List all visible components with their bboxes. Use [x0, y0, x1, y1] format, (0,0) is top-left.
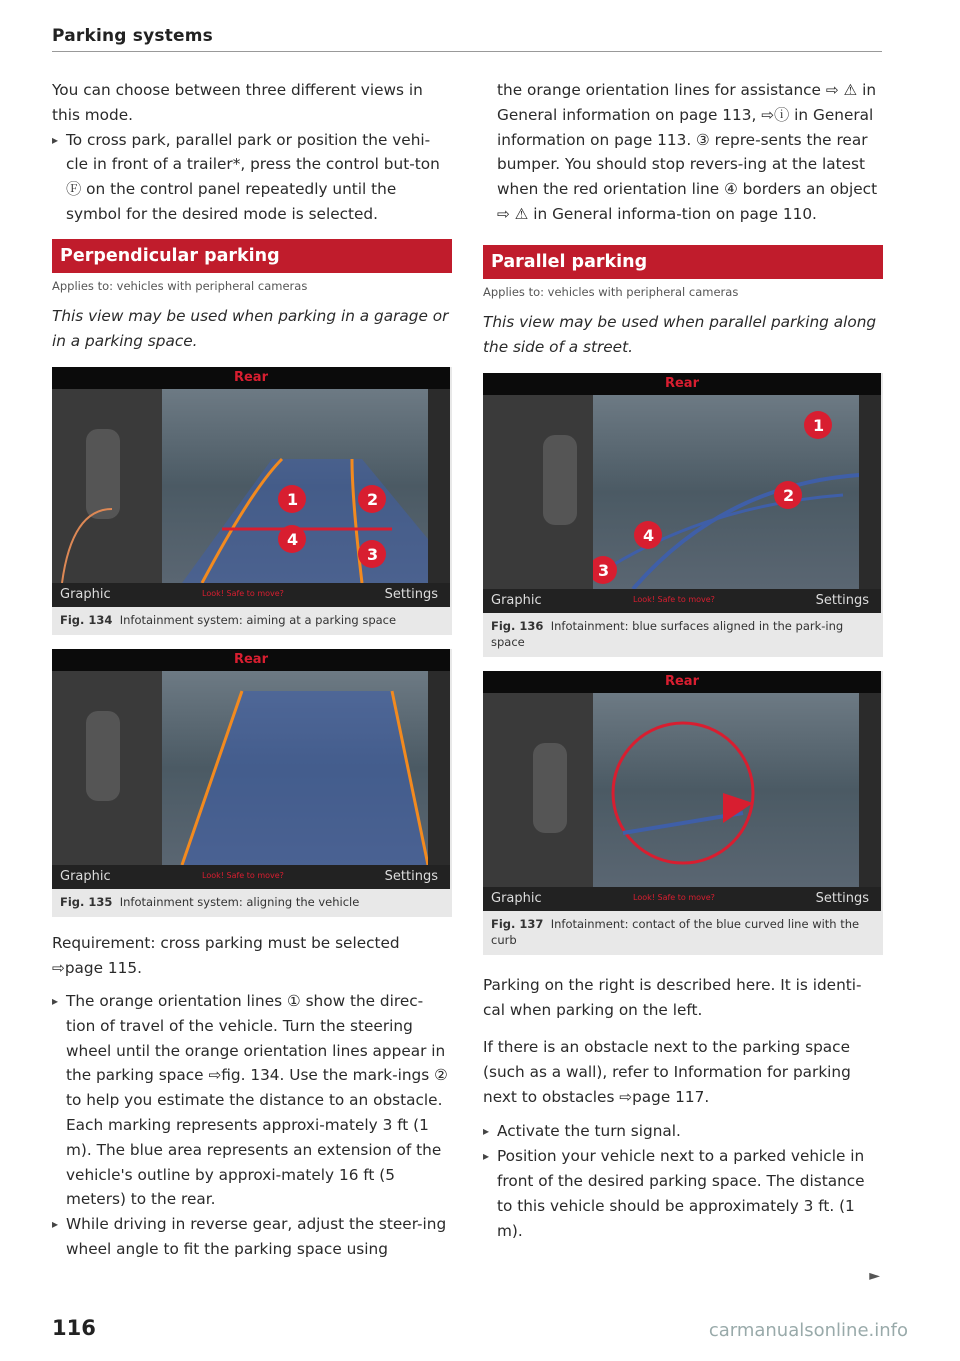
figure-137	[483, 671, 883, 955]
figure-caption: Fig. 134 Infotainment system: aiming at a parking space	[52, 607, 452, 635]
svg-text:3: 3	[367, 545, 379, 565]
figure-caption: Fig. 136 Infotainment: blue surfaces aligned in the park-ing space	[483, 613, 883, 657]
page-number: 116	[52, 1316, 96, 1340]
figure-caption: Fig. 137 Infotainment: contact of the blue curved line with the curb	[483, 911, 883, 955]
page-header: Parking systems	[52, 26, 213, 46]
camera-view	[593, 395, 859, 589]
continued-paragraph: the orange orientation lines for assistance ⇨ ⚠ in General information on page 113, ⇨ⓘ in General information on page 113. ③ repre-sents the rear bumper. You should stop revers-ing at the latest when the red orientation line ④ borders an object ⇨ ⚠ in General informa-tion on page 110.	[497, 81, 878, 223]
settings-softkey[interactable]: Settings	[815, 593, 869, 609]
figure-caption: Fig. 135 Infotainment system: aligning the vehicle	[52, 889, 452, 917]
car-top-view	[483, 395, 593, 589]
section-title-perpendicular: Perpendicular parking	[52, 239, 452, 273]
side-panel	[859, 693, 881, 887]
screen-title: Rear	[233, 652, 268, 668]
bullet-position: ▸ Position your vehicle next to a parked vehicle in front of the desired parking space. The distance to this vehicle should be approximately 3 ft. (1 m).	[483, 1144, 883, 1243]
figure-136	[483, 373, 883, 657]
infotainment-screen	[52, 649, 450, 889]
zoom-circle	[593, 693, 859, 887]
bullet-orange-lines: ▸ The orange orientation lines ① show the direc-tion of travel of the vehicle. Turn the steering wheel until the orange orientation lines appear in the parking space ⇨fig. 134. Use the mark-ings ② to help you estimate the distance to an obstacle. Each marking represents approxi-mately 3 ft (1 m). The blue area represents an extension of the vehicle's outline by approxi-mately 16 ft (5 meters) to the rear.	[52, 989, 452, 1212]
svg-text:4: 4	[287, 530, 299, 550]
screen-title: Rear	[664, 674, 699, 690]
car-top-view	[52, 671, 162, 865]
camera-view	[593, 693, 859, 887]
graphic-softkey[interactable]: Graphic	[60, 587, 111, 603]
graphic-softkey[interactable]: Graphic	[491, 593, 542, 609]
applies-to: Applies to: vehicles with peripheral cameras	[52, 278, 308, 293]
bullet-reverse: ▸ While driving in reverse gear, adjust the steer-ing wheel angle to fit the parking space using	[52, 1212, 452, 1262]
bullet-turn-signal: ▸ Activate the turn signal.	[483, 1119, 883, 1144]
watermark: carmanualsonline.info	[708, 1320, 908, 1341]
intro-bullet: ▸ To cross park, parallel park or position the vehi-cle in front of a trailer*, press the control but-ton Ⓕ on the control panel repeatedly until the symbol for the desired mode is selected.	[52, 128, 452, 227]
side-panel	[428, 389, 450, 583]
warning-text: Look! Safe to move?	[633, 893, 715, 903]
requirement: Requirement: cross parking must be selected ⇨page 115.	[52, 934, 400, 978]
screen-title: Rear	[233, 370, 268, 386]
svg-text:2: 2	[367, 490, 379, 510]
svg-text:1: 1	[813, 416, 825, 436]
svg-text:4: 4	[643, 526, 655, 546]
screen-title: Rear	[664, 376, 699, 392]
car-icon	[52, 671, 162, 865]
paragraph-right-left: Parking on the right is described here. It is identi-cal when parking on the left.	[483, 976, 862, 1020]
car-icon	[483, 395, 593, 589]
section-lead: This view may be used when parking in a garage or in a parking space.	[52, 306, 449, 350]
intro-paragraph: You can choose between three different views in this mode.	[52, 81, 423, 124]
warning-text: Look! Safe to move?	[202, 589, 284, 599]
settings-softkey[interactable]: Settings	[384, 869, 438, 885]
car-top-view	[52, 389, 162, 583]
left-column	[52, 78, 452, 1262]
settings-softkey[interactable]: Settings	[815, 891, 869, 907]
blue-area	[162, 671, 428, 865]
right-column	[483, 78, 883, 1243]
svg-text:3: 3	[598, 561, 610, 581]
figure-135	[52, 649, 452, 917]
parking-lines	[162, 389, 428, 583]
camera-view	[162, 389, 428, 583]
graphic-softkey[interactable]: Graphic	[491, 891, 542, 907]
graphic-softkey[interactable]: Graphic	[60, 869, 111, 885]
parking-lines	[593, 395, 859, 589]
car-top-view	[483, 693, 593, 887]
warning-text: Look! Safe to move?	[633, 595, 715, 605]
side-panel	[859, 395, 881, 589]
continue-arrow-icon: ►	[869, 1268, 880, 1284]
infotainment-screen	[483, 373, 881, 613]
car-icon	[52, 389, 162, 583]
section-title-parallel: Parallel parking	[483, 245, 883, 279]
car-icon	[483, 693, 593, 887]
section-lead: This view may be used when parallel parking along the side of a street.	[483, 312, 877, 356]
infotainment-screen	[52, 367, 450, 607]
svg-text:1: 1	[287, 490, 299, 510]
svg-text:2: 2	[783, 486, 795, 506]
camera-view	[162, 671, 428, 865]
infotainment-screen	[483, 671, 881, 911]
figure-134	[52, 367, 452, 635]
side-panel	[428, 671, 450, 865]
warning-text: Look! Safe to move?	[202, 871, 284, 881]
header-rule	[52, 51, 882, 52]
paragraph-obstacle: If there is an obstacle next to the parking space (such as a wall), refer to Information for parking next to obstacles ⇨page 117.	[483, 1037, 851, 1106]
settings-softkey[interactable]: Settings	[384, 587, 438, 603]
applies-to: Applies to: vehicles with peripheral cameras	[483, 284, 739, 299]
